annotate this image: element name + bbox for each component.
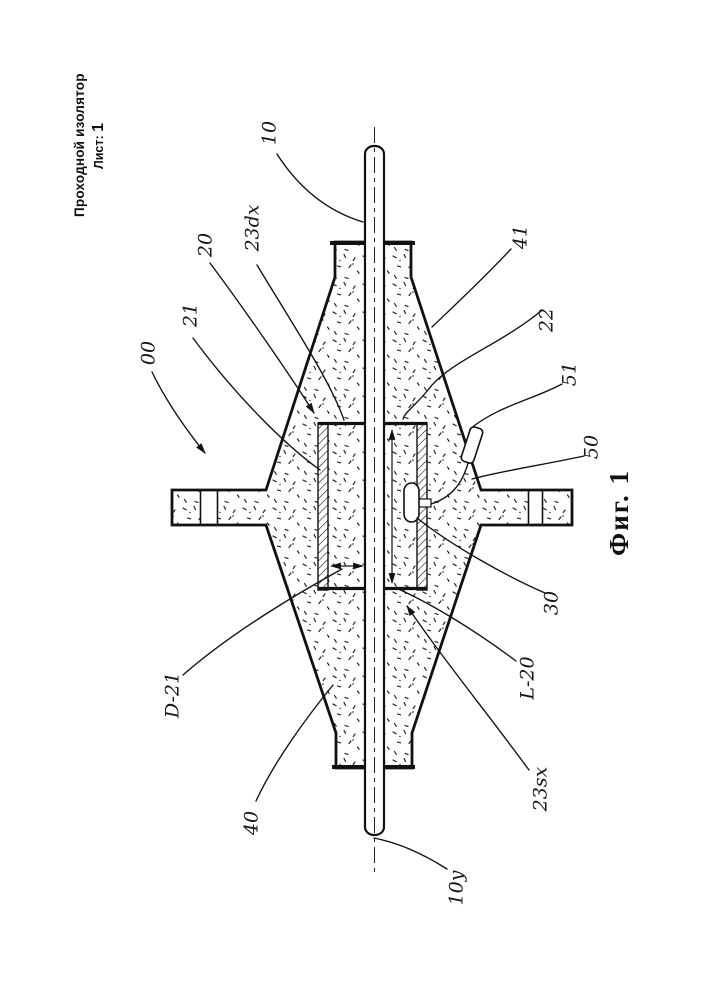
label-41: 41	[509, 224, 532, 250]
flange-left-band	[201, 492, 217, 524]
figure-caption: Фиг. 1	[604, 469, 634, 556]
conductor-rod	[365, 127, 384, 877]
label-00: 00	[137, 340, 160, 366]
label-30: 30	[540, 590, 563, 616]
label-21: 21	[179, 302, 202, 328]
leader-40	[256, 685, 333, 801]
label-22: 22	[535, 307, 558, 333]
label-50: 50	[580, 434, 603, 460]
tube-wall-left-hatch	[318, 423, 328, 590]
sheet-label: Лист:	[91, 135, 106, 170]
label-20: 20	[194, 232, 217, 258]
label-10: 10	[258, 120, 281, 146]
sheet-number: 1	[89, 122, 107, 132]
leader-50	[472, 456, 584, 479]
label-23dx: 23dx	[241, 204, 264, 252]
document-title: Проходной изолятор	[72, 73, 87, 217]
sensor-capsule	[404, 483, 419, 522]
leader-10y	[374, 838, 447, 869]
sensor-pin	[418, 499, 431, 507]
leader-10	[277, 154, 363, 222]
label-23sx: 23sx	[529, 766, 552, 812]
leader-51	[470, 384, 562, 429]
leader-00	[152, 372, 205, 453]
label-51: 51	[558, 361, 581, 387]
label-D21: D-21	[161, 671, 184, 719]
label-40: 40	[240, 810, 263, 836]
flange-right-band	[529, 492, 542, 524]
leader-41	[432, 249, 511, 327]
label-L20: L-20	[516, 656, 539, 700]
label-10y: 10y	[445, 870, 468, 906]
